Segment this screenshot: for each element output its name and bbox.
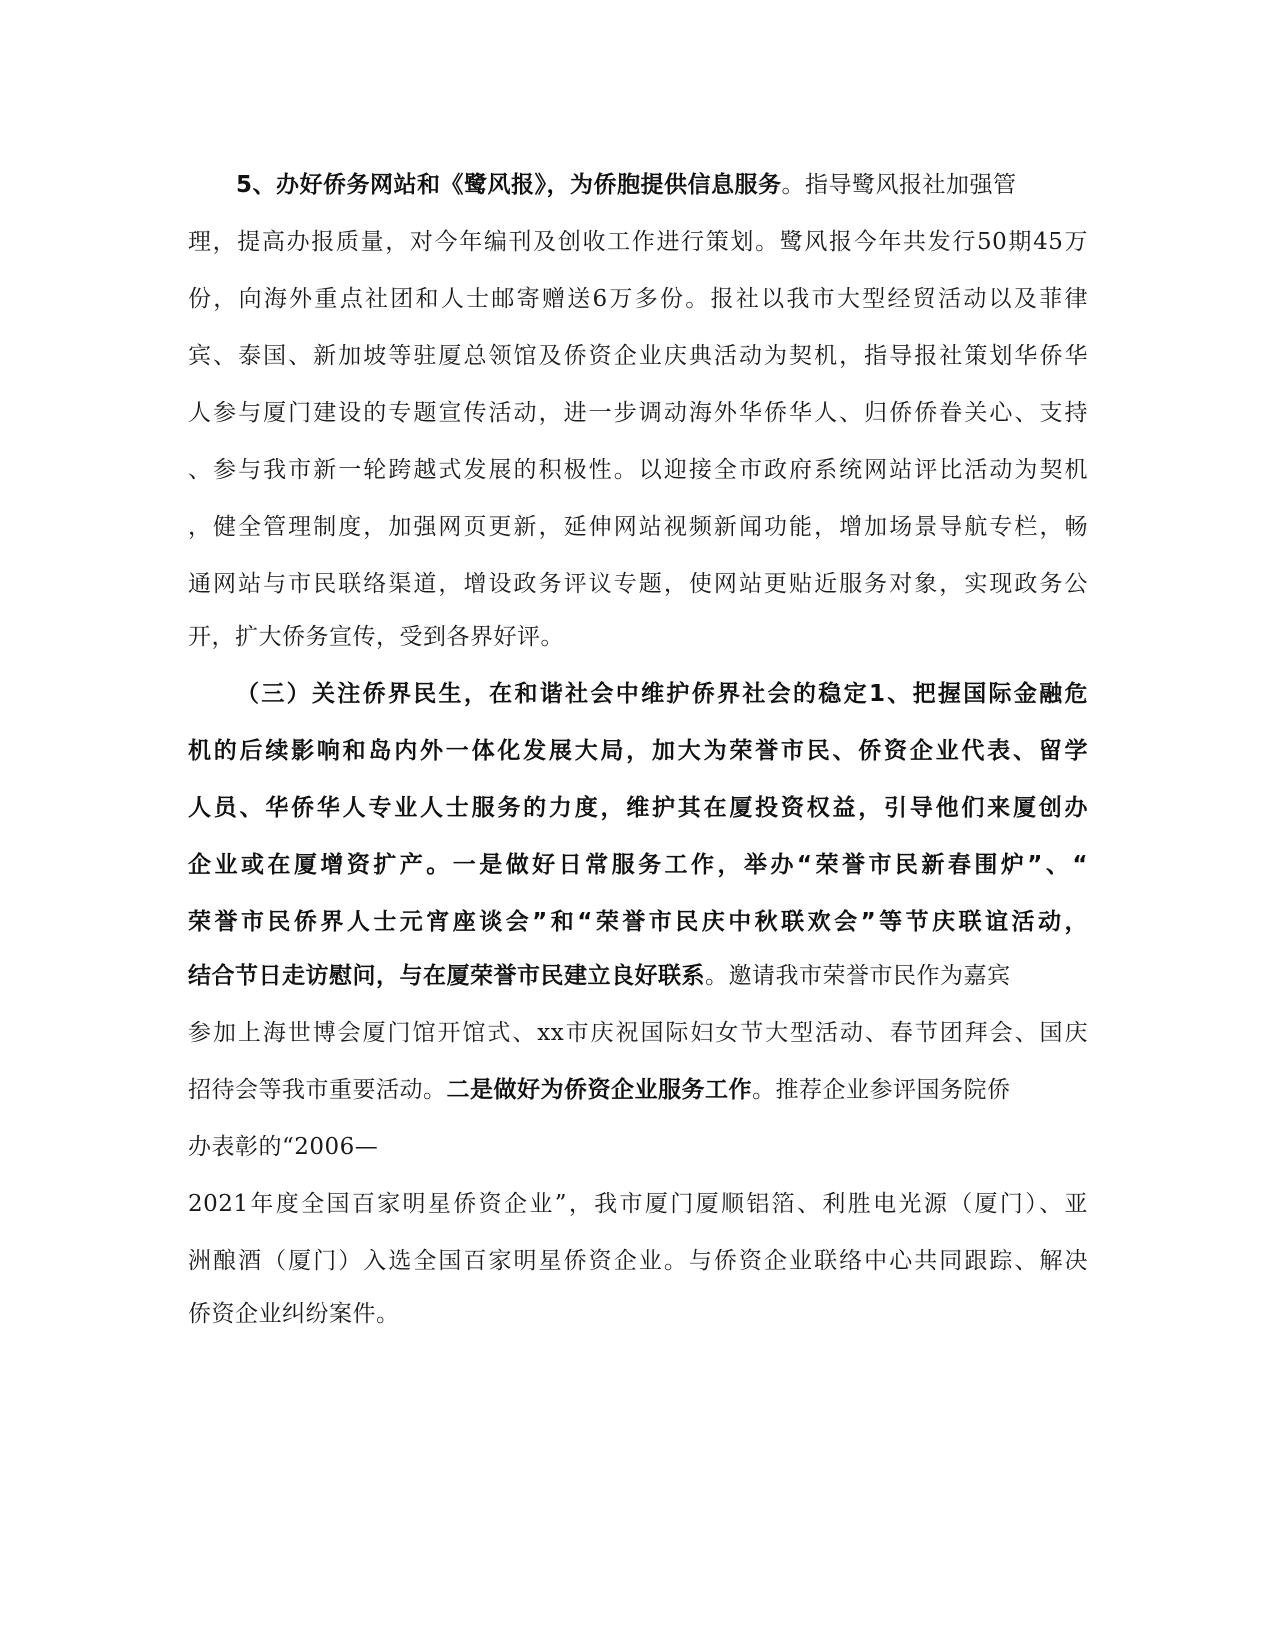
text-line: 理，提高办报质量，对今年编刊及创收工作进行策划。鹭风报今年共发行50期45万 — [188, 229, 1088, 255]
mixed-text-line — [188, 1070, 1088, 1110]
text-line: ，健全管理制度，加强网页更新，延伸网站视频新闻功能，增加场景导航专栏，畅 — [188, 514, 1088, 540]
text-line: 2021年度全国百家明星侨资企业”，我市厦门厦顺铝箔、利胜电光源（厦门）、亚 — [188, 1191, 1088, 1217]
text-line: 办表彰的“2006— — [188, 1134, 379, 1160]
text-run: 。邀请我市荣誉市民作为嘉宾 — [705, 963, 1011, 989]
text-line: 人参与厦门建设的专题宣传活动，进一步调动海外华侨华人、归侨侨眷关心、支持 — [188, 400, 1088, 426]
bold-text-line: 机的后续影响和岛内外一体化发展大局，加大为荣誉市民、侨资企业代表、留学 — [188, 738, 1088, 764]
bold-run: 结合节日走访慰问，与在厦荣誉市民建立良好联系 — [188, 963, 705, 989]
text-run: 。指导鹭风报社加强管 — [781, 172, 1017, 198]
text-run: 。推荐企业参评国务院侨 — [752, 1077, 1011, 1103]
text-line: 份，向海外重点社团和人士邮寄赠送6万多份。报社以我市大型经贸活动以及菲律 — [188, 286, 1088, 312]
bold-text-line: 荣誉市民侨界人士元宵座谈会”和“荣誉市民庆中秋联欢会”等节庆联谊活动， — [188, 909, 1088, 935]
mixed-text-line — [188, 956, 1088, 996]
text-line: 侨资企业纠纷案件。 — [188, 1301, 400, 1327]
text-line: 宾、泰国、新加坡等驻厦总领馆及侨资企业庆典活动为契机，指导报社策划华侨华 — [188, 343, 1088, 369]
section-5-heading: 5、办好侨务网站和《鹭风报》，为侨胞提供信息服务 — [236, 172, 782, 198]
bold-text-line: 人员、华侨华人专业人士服务的力度，维护其在厦投资权益，引导他们来厦创办 — [188, 795, 1088, 821]
text-line: 通网站与市民联络渠道，增设政务评议专题，使网站更贴近服务对象，实现政务公 — [188, 571, 1088, 597]
paragraph-5-heading-line — [236, 165, 1136, 205]
section-3-heading: （三）关注侨界民生，在和谐社会中维护侨界社会的稳定1、把握国际金融危 — [236, 681, 1088, 707]
text-line: 参加上海世博会厦门馆开馆式、xx市庆祝国际妇女节大型活动、春节团拜会、国庆 — [188, 1020, 1088, 1046]
text-line: 开，扩大侨务宣传，受到各界好评。 — [188, 624, 564, 650]
text-line: 、参与我市新一轮跨越式发展的积极性。以迎接全市政府系统网站评比活动为契机 — [188, 457, 1088, 483]
text-run: 招待会等我市重要活动。 — [188, 1077, 447, 1103]
text-line: 洲酿酒（厦门）入选全国百家明星侨资企业。与侨资企业联络中心共同跟踪、解决 — [188, 1248, 1088, 1274]
bold-run: 二是做好为侨资企业服务工作 — [446, 1077, 752, 1103]
bold-text-line: 企业或在厦增资扩产。一是做好日常服务工作，举办“荣誉市民新春围炉”、“ — [188, 852, 1088, 878]
